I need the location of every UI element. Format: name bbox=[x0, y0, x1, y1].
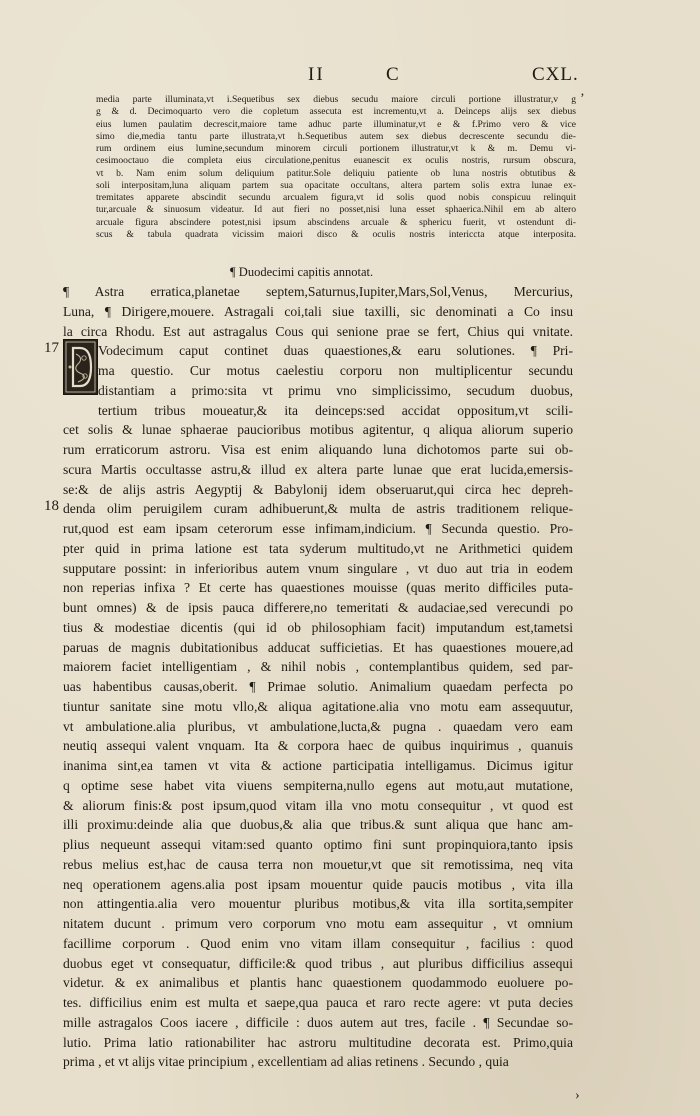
chapter-annotation-caption: ¶ Duodecimi capitis annotat. bbox=[230, 265, 374, 279]
text-line: rum erraticorum astroru. Visa est enim aliquando luna dichotomos parte sui ob- bbox=[63, 442, 573, 457]
text-line: mille astragalos Coos iacere , difficile : duos autem aut tres, facile . ¶ Secundae so- bbox=[63, 1014, 573, 1030]
text-line: & aliorum finis:& post ipsum,quod vitam illa vno motu consequitur , vt quod est bbox=[63, 797, 573, 813]
text-line: cet solis & lunae sphaerae paucioribus motibus agitentur, q aliqua aliorum superio bbox=[63, 422, 573, 438]
text-line: nitatem ducunt . primum vero corporum vno motu eam assequitur , vt omnium bbox=[63, 916, 573, 931]
text-line: distantiam a primo:sita vt primu vno simplicissimo, secudum duobus, bbox=[98, 382, 573, 398]
text-line: se:& de alijs astris Aegyptij & Babylonij idem obseruarut,qui circa hec depreh- bbox=[63, 481, 573, 497]
text-line: videtur. & ex animalibus et plantis hanc quaestionem quodammodo euoluere po- bbox=[63, 975, 573, 991]
main-text bbox=[63, 282, 573, 1072]
annotation-line: eius lumen paulatim decrescit,maiore tame adhuc parte illuminatur,vt e & f.Primo vero & vice bbox=[96, 118, 576, 130]
text-line: non attingentia.alia vero mouentur pluribus motibus,& vita illa sortita,sempiter bbox=[63, 896, 573, 912]
folio-number: CXL. bbox=[532, 64, 579, 85]
annotation-line: tremitates apparete abscindit secundu arcualem figura,vt id solis quod nobis conspicuu relinquit bbox=[96, 192, 576, 203]
text-line: tius & modestiae dicentis (qui id ob philosophiam facit) imputandum est,tametsi bbox=[63, 619, 573, 635]
text-line: bunt omnes) & de ipsis pauca differere,no temeritati & audaciae,sed verecundi po bbox=[63, 600, 573, 615]
text-line: duobus eget vt consequatur, difficile:& quod tribus , aut pluribus difficilius assequi bbox=[63, 955, 573, 971]
text-line: maiorem faciet intelligentiam , & nihil nobis , contemplantibus quidem, sed par- bbox=[63, 659, 573, 675]
text-line: illi proximu:deinde alia que duobus,& alia que tribus.& sunt aliqua que hanc am- bbox=[63, 817, 573, 833]
margin-number-18: 18 bbox=[44, 498, 59, 514]
text-line: uas habentibus causas,oberit. ¶ Primae solutio. Animalium quaedam perfecta po bbox=[63, 679, 573, 694]
signature-mark: C bbox=[386, 64, 401, 85]
text-line: ¶ Astra erratica,planetae septem,Saturnus,Iupiter,Mars,Sol,Venus, Mercurius, bbox=[63, 284, 573, 299]
annotation-line: g & d. Decimoquarto vero die copletum assecuta est incrementu,vt a. Deinceps alijs sex diebus bbox=[96, 106, 576, 118]
annotation-line: vt b. Nam enim solum deliquium patitur.Sole deliquiu patiente ob luna nostris obtutibus & bbox=[96, 167, 576, 179]
annotation-line: rum ordinem eius lumine,secundum minorem circuli portionem illustratur,vt k & m. Demu vi- bbox=[96, 143, 576, 154]
text-line: tiuntur sanitate sine motu vllo,& aliqua agitatione.alia vno motu eam assequutur, bbox=[63, 698, 573, 714]
text-line: facillime corporum . Quod enim vno vitam illam consequitur , facilius : quod bbox=[63, 935, 573, 951]
annotation-line: scus & tabula quadrata vicissim maiori disco & oculis nostris intericcta atque interposita. bbox=[96, 228, 576, 240]
text-line: paruas de magnis dubitationibus adducat sufficietias. Et has quaestiones mouere,ad bbox=[63, 639, 573, 655]
annotation-line: tur,arcuale & sinuosum videatur. Id aut fieri no posset,nisi luna esset sphaerica.Nihil em ab altero bbox=[96, 204, 576, 216]
text-line: neutiq assequi valent vnquam. Ita & corpora haec de quibus inquirimus , quanuis bbox=[63, 738, 573, 754]
text-line: scura Martis occultasse astru,& illud ex altera parte lunae que erat lucida,emersis- bbox=[63, 461, 573, 477]
text-line: denda olim peruigilem curam adhibuerunt,& multa de astris traditionem relique- bbox=[63, 501, 573, 517]
text-line: ma questio. Cur motus caelestiu corporu non multiplicentur secundu bbox=[98, 363, 573, 378]
text-line: supputare possint: in inferioribus autem vnum singulare , vt duo aut tria in eodem bbox=[63, 560, 573, 576]
annotation-line: soli interpositam,luna aliquam partem sua opacitate occultans, altera partem solis extra lunae ex- bbox=[96, 179, 576, 191]
margin-number-17: 17 bbox=[44, 340, 59, 356]
text-line: pter quid in prima latione est tata syderum multitudo,vt ne Arithmetici quidem bbox=[63, 540, 573, 556]
text-line: q optime sese habet vita viuens sempiterna,nullo egens aut motu,aut mutatione, bbox=[63, 777, 573, 793]
text-line: plius nequeunt assequi vitam:sed quanto optimo fini sunt propinquiora,tanto ipsis bbox=[63, 837, 573, 852]
text-line: Vodecimum caput continet duas quaestiones,& earu solutiones. ¶ Pri- bbox=[98, 343, 573, 359]
text-line: tertium tribus moueatur,& ita deinceps:sed accidat oppositum,vt scili- bbox=[98, 402, 573, 418]
text-line: non reperias infixa ? Et certe has quaestiones mouisse (quas merito difficiles puta- bbox=[63, 580, 573, 596]
annotation-block bbox=[96, 94, 576, 241]
text-line: inanima sint,ea tamen vt vita & actione participatia intelligamus. Dicimus igitur bbox=[63, 758, 573, 773]
annotation-line: simo die,media tantu parte illustrata,vt h.Sequetibus autem sex diebus decrescente secundu die- bbox=[96, 130, 576, 142]
text-line: lutio. Prima latio rationabiliter hac astroru multitudine decorata est. Primo,quia bbox=[63, 1034, 573, 1050]
text-line: tes. difficilius enim est multa et saepe,qua pauca et raro recte agere: vt puta decies bbox=[63, 995, 573, 1010]
text-line: neq operationem agens.alia post ipsam mouentur quide paucis motibus , vita illa bbox=[63, 876, 573, 892]
text-line: rut,quod est eam ipsam ceterorum esse infimam,indicium. ¶ Secunda questio. Pro- bbox=[63, 521, 573, 536]
annotation-line: media parte illuminata,vt i.Sequetibus sex diebus secudu maiore circuli portione illustratur,v g bbox=[96, 94, 576, 105]
annotation-line: cesimooctauo die completa eius circulatione,penitus euanescit ex oculis nostris, rursum obscura, bbox=[96, 155, 576, 167]
text-line: rebus melius est,hac de causa terra non mouetur,vt que sit remotissima, neq vita bbox=[63, 856, 573, 872]
catchword-mark: › bbox=[575, 1088, 580, 1103]
running-header bbox=[0, 64, 700, 90]
section-number: II bbox=[308, 64, 325, 85]
annotation-line: arcuale figura abscindere potest,nisi ipsum abscindens arcuale & sphericu fuerit, vt ostendunt di- bbox=[96, 216, 576, 228]
text-line: Luna, ¶ Dirigere,mouere. Astragali coi,tali siue taxilli, sic denominati a Co insu bbox=[63, 303, 573, 319]
margin-mark: ‚ bbox=[580, 84, 585, 99]
text-line: vt ambulatione.alia pluribus, vt ambulatione,lucta,& pugna . quaedam vero eam bbox=[63, 718, 573, 734]
text-line: prima , et vt alijs vitae principium , excellentiam ad alias retinens . Secundo , quia bbox=[63, 1054, 509, 1070]
text-line: la circa Rhodu. Est aut astragalus Cous qui senione prae se fert, Chius qui vnitate. bbox=[63, 323, 573, 339]
